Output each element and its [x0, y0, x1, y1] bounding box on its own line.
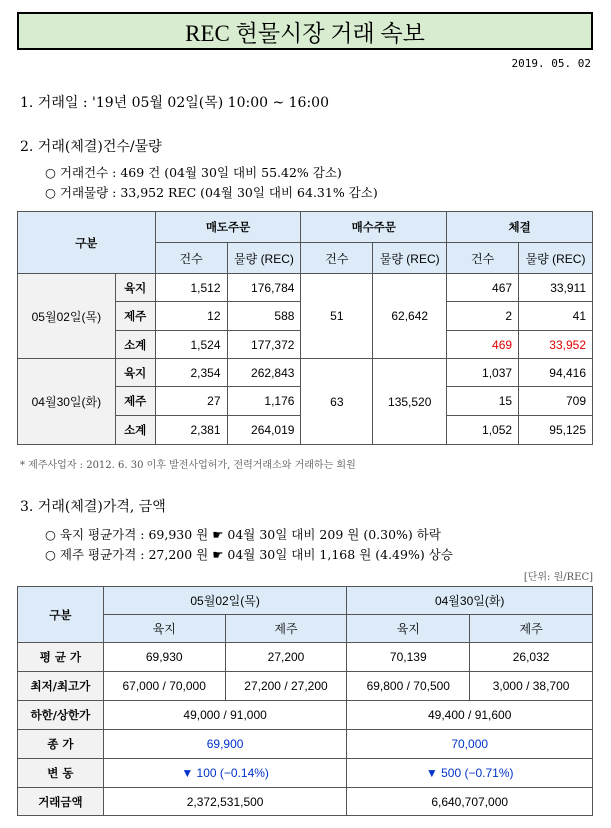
- sell-volume: 588: [227, 302, 301, 331]
- sell-volume: 176,784: [227, 274, 301, 302]
- sell-volume: 264,019: [227, 416, 301, 445]
- avg-value: 26,032: [470, 643, 593, 672]
- row-type: 제주: [115, 302, 155, 331]
- section-3-heading: 3. 거래(체결)가격, 금액: [20, 499, 166, 515]
- row-type: 제주: [115, 387, 155, 416]
- bullet-land-price: ○ 육지 평균가격 : 69,930 원 ☛ 04월 30일 대비 209 원 (0.30%) 하락: [45, 527, 441, 542]
- sell-volume: 177,372: [227, 331, 301, 359]
- row-type: 육지: [115, 359, 155, 387]
- row-label-minmax: 최저/최고가: [18, 672, 104, 701]
- sell-count: 2,354: [155, 359, 227, 387]
- deal-count: 15: [447, 387, 519, 416]
- day-label: 05월02일(목): [18, 274, 116, 359]
- header-sell-count: 건수: [155, 243, 227, 274]
- deal-count: 467: [447, 274, 519, 302]
- header-land: 육지: [347, 615, 470, 643]
- report-date: 2019. 05. 02: [511, 57, 591, 70]
- header-deal-count: 건수: [447, 243, 519, 274]
- header-deal-volume: 물량 (REC): [519, 243, 593, 274]
- section-1-heading: 1. 거래일 : '19년 05월 02일(목) 10:00 ~ 16:00: [20, 95, 329, 111]
- unit-label: [단위: 원/REC]: [523, 572, 593, 583]
- row-label-avg: 평 균 가: [18, 643, 104, 672]
- amount-value: 2,372,531,500: [103, 788, 347, 816]
- price-amount-table: [17, 586, 593, 816]
- header-jeju: 제주: [225, 615, 347, 643]
- buy-volume: 62,642: [373, 274, 447, 359]
- change-value: ▼ 100 (−0.14%): [103, 759, 347, 788]
- limit-value: 49,000 / 91,000: [103, 701, 347, 730]
- title-text: REC 현물시장 거래 속보: [185, 20, 425, 46]
- header-jeju: 제주: [470, 615, 593, 643]
- deal-count-volume-table: [17, 211, 593, 445]
- deal-volume: 709: [519, 387, 593, 416]
- amount-value: 6,640,707,000: [347, 788, 593, 816]
- row-label-amount: 거래금액: [18, 788, 104, 816]
- deal-count: 2: [447, 302, 519, 331]
- header-land: 육지: [103, 615, 225, 643]
- minmax-value: 67,000 / 70,000: [103, 672, 225, 701]
- bullet-jeju-price: ○ 제주 평균가격 : 27,200 원 ☛ 04월 30일 대비 1,168 원 (4.49%) 상승: [45, 547, 453, 562]
- minmax-value: 69,800 / 70,500: [347, 672, 470, 701]
- sell-count: 1,512: [155, 274, 227, 302]
- row-type: 육지: [115, 274, 155, 302]
- header-buy-count: 건수: [301, 243, 373, 274]
- row-label-limit: 하한/상한가: [18, 701, 104, 730]
- header-day1: 05월02일(목): [103, 587, 347, 615]
- deal-volume-highlight: 33,952: [519, 331, 593, 359]
- buy-count: 51: [301, 274, 373, 359]
- avg-value: 69,930: [103, 643, 225, 672]
- bullet-deal-volume: ○ 거래물량 : 33,952 REC (04월 30일 대비 64.31% 감소): [45, 185, 378, 200]
- buy-volume: 135,520: [373, 359, 447, 445]
- deal-volume: 41: [519, 302, 593, 331]
- change-value: ▼ 500 (−0.71%): [347, 759, 593, 788]
- sell-count: 12: [155, 302, 227, 331]
- minmax-value: 3,000 / 38,700: [470, 672, 593, 701]
- close-value: 69,900: [103, 730, 347, 759]
- page-title: [17, 12, 593, 50]
- footnote: * 제주사업자 : 2012. 6. 30 이후 발전사업허가, 전력거래소와 거래하는 회원: [20, 460, 356, 471]
- close-value: 70,000: [347, 730, 593, 759]
- sell-count: 1,524: [155, 331, 227, 359]
- deal-count-highlight: 469: [447, 331, 519, 359]
- limit-value: 49,400 / 91,600: [347, 701, 593, 730]
- row-type: 소계: [115, 331, 155, 359]
- bullet-deal-count: ○ 거래건수 : 469 건 (04월 30일 대비 55.42% 감소): [45, 165, 342, 180]
- deal-count: 1,037: [447, 359, 519, 387]
- sell-count: 2,381: [155, 416, 227, 445]
- header-sell-order: 매도주문: [155, 212, 301, 243]
- day-label: 04월30일(화): [18, 359, 116, 445]
- header-buy-volume: 물량 (REC): [373, 243, 447, 274]
- row-label-change: 변 동: [18, 759, 104, 788]
- header-day2: 04월30일(화): [347, 587, 593, 615]
- sell-volume: 262,843: [227, 359, 301, 387]
- section-2-heading: 2. 거래(체결)건수/물량: [20, 139, 162, 155]
- deal-volume: 33,911: [519, 274, 593, 302]
- header-sell-volume: 물량 (REC): [227, 243, 301, 274]
- buy-count: 63: [301, 359, 373, 445]
- sell-count: 27: [155, 387, 227, 416]
- header-category: 구분: [18, 212, 156, 274]
- deal-volume: 94,416: [519, 359, 593, 387]
- minmax-value: 27,200 / 27,200: [225, 672, 347, 701]
- deal-volume: 95,125: [519, 416, 593, 445]
- avg-value: 27,200: [225, 643, 347, 672]
- header-category: 구분: [18, 587, 104, 643]
- deal-count: 1,052: [447, 416, 519, 445]
- header-buy-order: 매수주문: [301, 212, 447, 243]
- header-deal: 체결: [447, 212, 593, 243]
- row-label-close: 종 가: [18, 730, 104, 759]
- sell-volume: 1,176: [227, 387, 301, 416]
- avg-value: 70,139: [347, 643, 470, 672]
- row-type: 소계: [115, 416, 155, 445]
